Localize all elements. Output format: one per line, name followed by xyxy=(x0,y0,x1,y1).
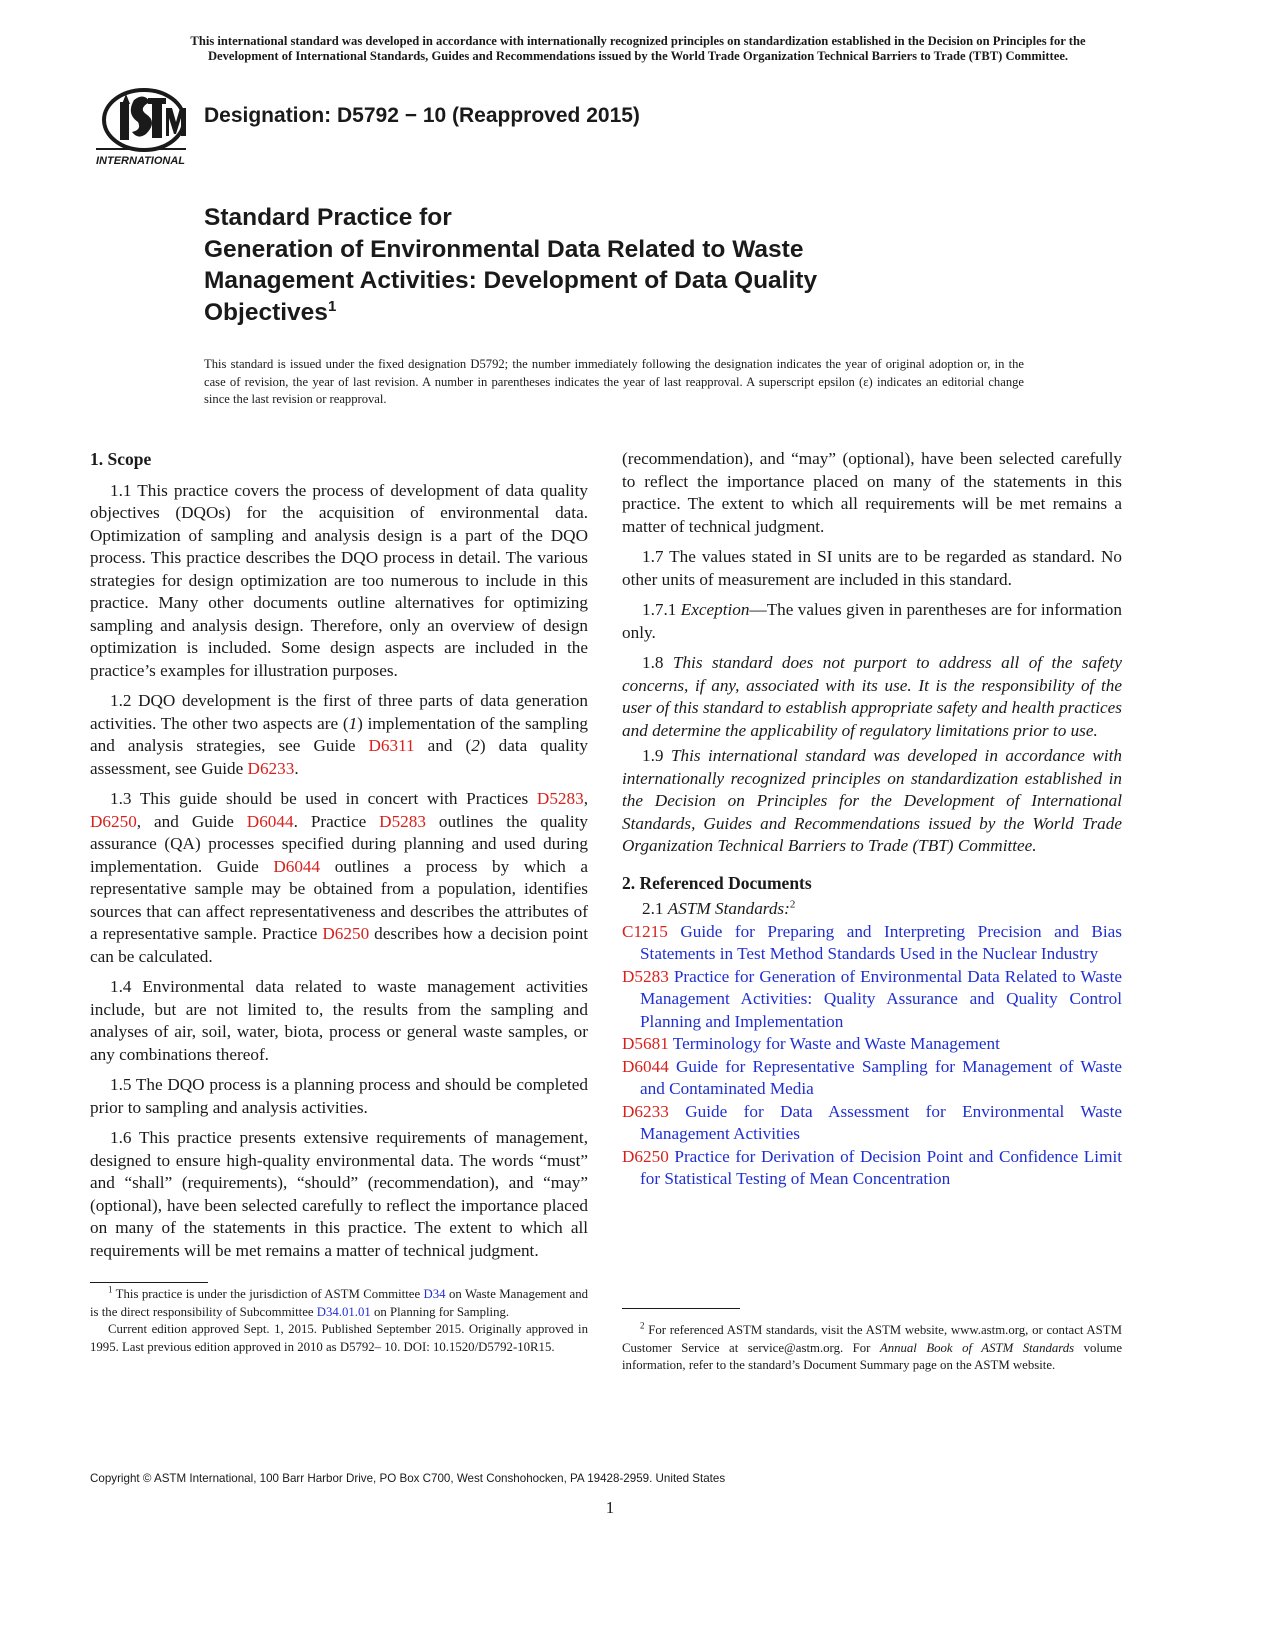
footnote-1-c: on Planning for Sampling. xyxy=(370,1304,510,1319)
footnote-2-b: volume information, refer to the standard’s Document Summary page on the ASTM website. xyxy=(622,1340,1123,1373)
tbt-notice-line2: Development of International Standards, Guides and Recommendations issued by the World Trade Organization Technical Barriers to Trade (TBT) Committee. xyxy=(207,49,1069,63)
para-1-7-1-ital: Exception xyxy=(680,600,750,619)
link-d6311[interactable]: D6311 xyxy=(368,736,415,755)
tbt-notice xyxy=(88,34,1188,64)
reference-item[interactable] xyxy=(622,1056,1122,1101)
para-1-2-c: and ( xyxy=(414,736,472,755)
para-1-5: 1.5 The DQO process is a planning process and should be completed prior to sampling and analysis activities. xyxy=(90,1075,588,1117)
link-d6044-2[interactable]: D6044 xyxy=(273,856,321,876)
para-1-8 xyxy=(622,652,1122,742)
footnote-rule-left xyxy=(90,1282,208,1283)
para-1-2-a: 1.2 DQO development is the first of three parts of data generation activities. The other two aspects are ( xyxy=(90,691,588,733)
footnote-2-text xyxy=(622,1322,1122,1375)
footnote-1-a: This practice is under the jurisdiction of ASTM Committee xyxy=(112,1287,424,1301)
para-1-3-g: describes how a decision point can be calculated. xyxy=(90,924,588,966)
footnote-1-b: on Waste Management and is the direct responsibility of Subcommittee xyxy=(90,1287,588,1319)
link-d6233[interactable]: D6233 xyxy=(247,758,295,778)
section1-heading: 1. Scope xyxy=(90,449,152,469)
astm-logo-mark xyxy=(92,84,192,170)
para-1-8-num: 1.8 xyxy=(642,653,673,672)
designation: Designation: D5792 − 10 (Reapproved 2015) xyxy=(204,104,640,127)
issued-note: This standard is issued under the fixed designation D5792; the number immediately following the designation indicates the year of original adoption or, in the case of revision, the year of last revision. A number in parentheses indicates the year of last reapproval. A superscript epsilon (ε) indicates an editorial change since the last revision or reapproval. xyxy=(204,357,1024,406)
reference-title[interactable]: Terminology for Waste and Waste Management xyxy=(668,1034,1000,1053)
para-1-2-d: ) data quality assessment, see Guide xyxy=(90,736,589,778)
document-title xyxy=(204,202,964,328)
para-1-7-1 xyxy=(622,599,1122,644)
para-1-2-n2: 2 xyxy=(471,736,480,755)
link-d6250[interactable]: D6250 xyxy=(90,811,137,831)
footnote-1 xyxy=(90,1286,588,1356)
para-1-3-c: , and Guide xyxy=(136,811,247,831)
para-1-7-1-rest: —The values given in parentheses are for information only. xyxy=(622,600,1122,642)
reference-title[interactable]: Guide for Representative Sampling for Management of Waste and Contaminated Media xyxy=(640,1056,1122,1098)
reference-item[interactable] xyxy=(622,966,1122,1034)
para-1-2 xyxy=(90,690,588,780)
astm-logo xyxy=(92,84,192,170)
footnote-2-ital: Annual Book of ASTM Standards xyxy=(879,1340,1075,1355)
link-d6250-2[interactable]: D6250 xyxy=(322,924,370,943)
para-1-3-b: , xyxy=(583,789,588,808)
para-1-3-d: . Practice xyxy=(293,811,380,831)
para-1-3 xyxy=(90,788,588,968)
footnote-1-num: 1 xyxy=(108,1284,113,1295)
para-1-2-n1: 1 xyxy=(348,713,358,733)
para-1-4: 1.4 Environmental data related to waste management activities include, but are not limited to, the results from the sampling and analyses of air, soil, water, biota, process or general waste samples, or any combinations thereof. xyxy=(90,977,588,1064)
copyright-line: Copyright © ASTM International, 100 Barr Harbor Drive, PO Box C700, West Conshohocken, PA 19428-2959. United States xyxy=(90,1472,726,1485)
para-2-1-num: 2.1 xyxy=(642,899,668,918)
link-d34[interactable]: D34 xyxy=(423,1287,446,1301)
right-column xyxy=(622,448,1122,1191)
section2-heading: 2. Referenced Documents xyxy=(622,872,812,893)
para-1-3-f: outlines a process by which a representative sample may be obtained from a population, identifies sources that can affect representativeness and describes the attributes of a representative sample. Practice xyxy=(90,856,588,943)
reference-code[interactable]: D6250 xyxy=(622,1146,669,1166)
para-1-3-a: 1.3 This guide should be used in concert with Practices xyxy=(110,789,537,808)
left-column xyxy=(90,448,589,1260)
para-1-7: 1.7 The values stated in SI units are to be regarded as standard. No other units of measurement are included in this standard. xyxy=(622,547,1122,589)
title-line3: Management Activities: Development of Data Quality xyxy=(204,267,818,294)
para-2-1-ital: ASTM Standards: xyxy=(667,899,790,918)
reference-code[interactable]: D5681 xyxy=(622,1034,669,1053)
footnote-2 xyxy=(622,1322,1122,1375)
title-line1: Standard Practice for xyxy=(204,204,452,231)
footnote-2-a: For referenced ASTM standards, visit the ASTM website, www.astm.org, or contact ASTM Customer Service at service@astm.org. For xyxy=(622,1323,1122,1355)
footnote-2-num: 2 xyxy=(640,1320,645,1331)
para-1-6-cont: (recommendation), and “may” (optional), have been selected carefully to reflect the importance placed on many of the statements in this practice. The extent to which all requirements will be met remains a matter of technical judgment. xyxy=(622,449,1122,536)
reference-title[interactable]: Guide for Data Assessment for Environmental Waste Management Activities xyxy=(640,1101,1122,1143)
title-line2: Generation of Environmental Data Related to Waste xyxy=(204,235,804,263)
title-line4 xyxy=(204,297,964,329)
para-1-9-ital: This international standard was developed in accordance with internationally recognized principles on standardization established in the Decision on Principles for the Development of International Standards, Guides and Recommendations issued by the World Trade Organization Technical Barriers to Trade (TBT) Committee. xyxy=(622,746,1122,855)
para-1-2-b: ) implementation of the sampling and analysis strategies, see Guide xyxy=(90,713,589,755)
link-d5283-2[interactable]: D5283 xyxy=(379,811,426,831)
para-1-1: 1.1 This practice covers the process of development of data quality objectives (DQOs) for the acquisition of environmental data. Optimization of sampling and analysis design is a part of the DQO process. This practice describes the DQO process in detail. The various strategies for design optimization are too numerous to include in this practice. Many other documents outline alternatives for optimizing sampling and analysis design. Therefore, only an overview of design optimization is included. Some design aspects are included in the practice’s examples for illustration purposes. xyxy=(90,480,588,680)
footnote-2-marker[interactable]: 2 xyxy=(789,898,796,911)
link-d34-01-01[interactable]: D34.01.01 xyxy=(316,1304,371,1319)
logo-international-text: INTERNATIONAL xyxy=(96,155,186,167)
footnote-rule-right xyxy=(622,1308,740,1309)
para-2-1 xyxy=(622,898,1122,921)
reference-code[interactable]: D6044 xyxy=(622,1056,669,1076)
link-d6044[interactable]: D6044 xyxy=(246,811,294,831)
para-1-7-1-num: 1.7.1 xyxy=(642,600,681,619)
footnote-1-edition: Current edition approved Sept. 1, 2015. Published September 2015. Originally approved in 1995. Last previous edition approved in 2010 as D5792– 10. DOI: 10.1520/D5792-10R15. xyxy=(90,1322,588,1354)
reference-title[interactable]: Practice for Derivation of Decision Point and Confidence Limit for Statistical Testing of Mean Concentration xyxy=(640,1146,1122,1188)
footnote-1-text xyxy=(90,1286,588,1321)
para-1-6: 1.6 This practice presents extensive requirements of management, designed to ensure high-quality environmental data. The words “must” and “shall” (requirements), “should” (recommendation), and “may” (optional), have been selected carefully to reflect the importance placed on many of the statements in this practice. The extent to which all requirements will be met remains a matter of technical judgment. xyxy=(90,1128,588,1260)
reference-code[interactable]: D6233 xyxy=(622,1101,669,1121)
page-number: 1 xyxy=(605,1498,615,1517)
reference-item[interactable] xyxy=(622,1101,1122,1146)
title-line4-text: Objectives xyxy=(204,298,328,326)
tbt-notice-line1: This international standard was developed in accordance with internationally recognized principles on standardization established in the Decision on Principles for the xyxy=(190,34,1086,48)
reference-code[interactable]: D5283 xyxy=(622,966,669,986)
reference-list xyxy=(622,921,1122,1191)
reference-item[interactable] xyxy=(622,1033,1122,1056)
reference-item[interactable] xyxy=(622,921,1122,966)
link-d5283[interactable]: D5283 xyxy=(536,789,584,808)
reference-title[interactable]: Practice for Generation of Environmental Data Related to Waste Management Activities: Quality Assurance and Quality Control Planning and Implementation xyxy=(640,966,1122,1031)
para-1-8-ital: This standard does not purport to address all of the safety concerns, if any, associated with its use. It is the responsibility of the user of this standard to establish appropriate safety and health practices and determine the applicability of regulatory limitations prior to use. xyxy=(622,653,1122,740)
reference-item[interactable] xyxy=(622,1146,1122,1191)
para-1-9 xyxy=(622,745,1122,858)
reference-code[interactable]: C1215 xyxy=(622,921,668,941)
para-1-3-e: outlines the quality assurance (QA) processes specified during planning and used during implementation. Guide xyxy=(90,811,588,876)
reference-title[interactable]: Guide for Preparing and Interpreting Precision and Bias Statements in Test Method Standards Used in the Nuclear Industry xyxy=(640,921,1122,963)
para-1-2-e: . xyxy=(294,758,299,778)
title-footnote-marker[interactable]: 1 xyxy=(327,297,337,315)
para-1-9-num: 1.9 xyxy=(642,746,671,765)
